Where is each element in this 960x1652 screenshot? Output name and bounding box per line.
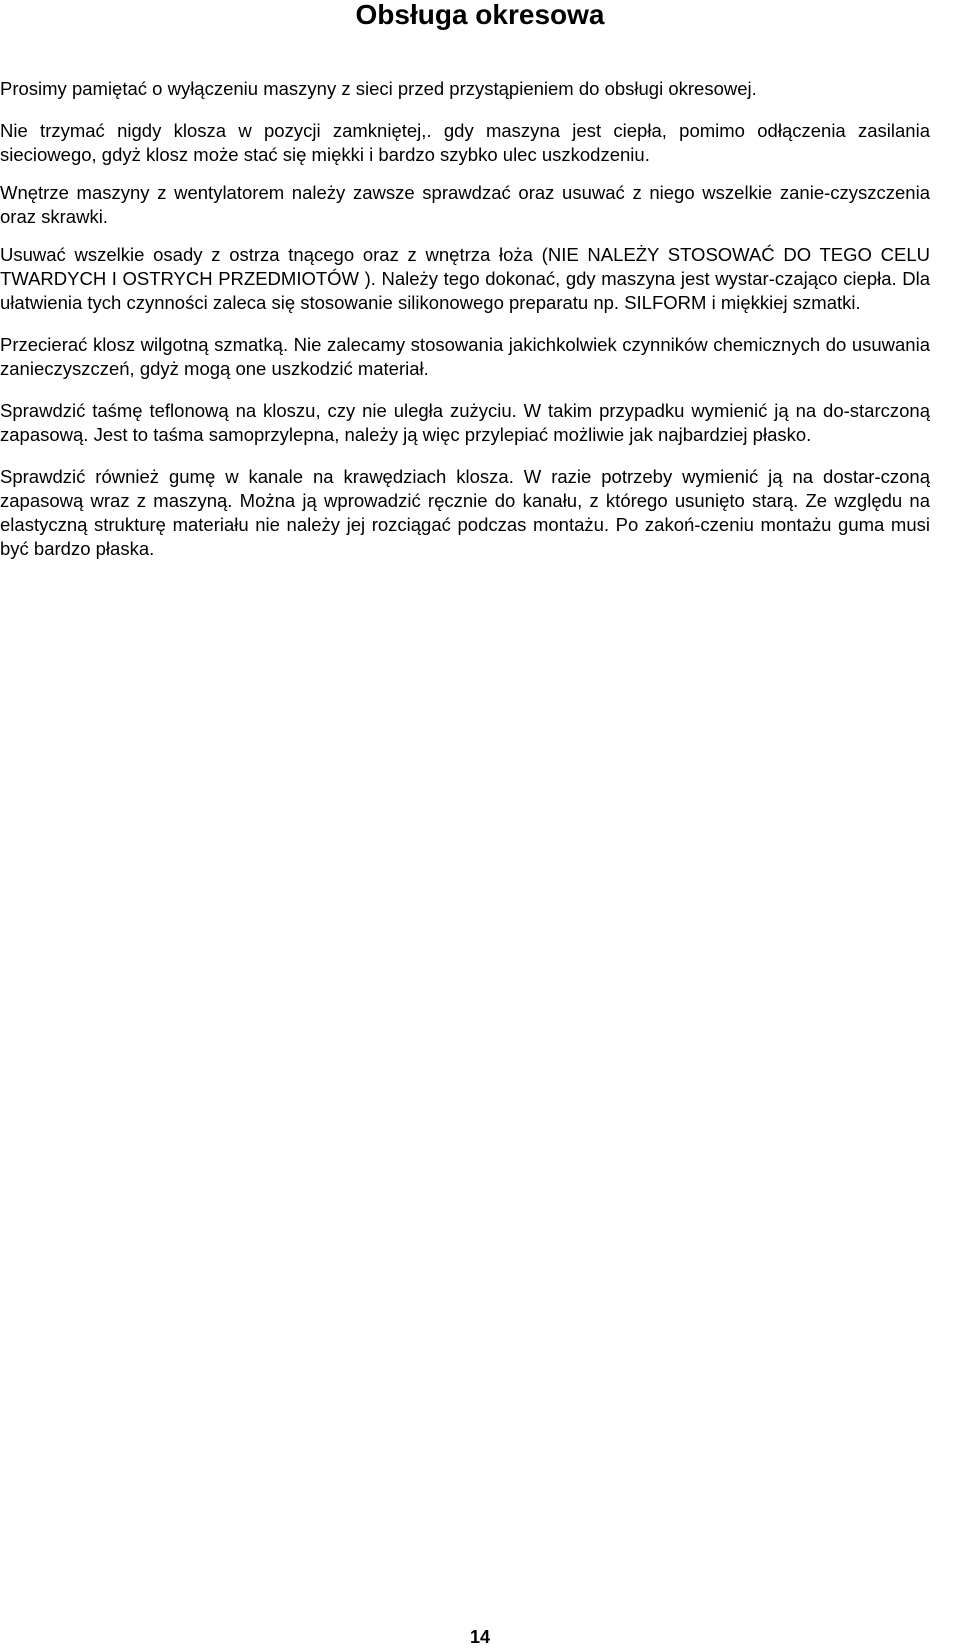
paragraph-cover-wiping: Przecierać klosz wilgotną szmatką. Nie zalecamy stosowania jakichkolwiek czynników chemicznych do usuwania zanieczyszczeń, gdyż mogą one uszkodzić materiał. [0,334,930,379]
page-title: Obsługa okresowa [355,0,605,30]
paragraph-fan-cleaning: Wnętrze maszyny z wentylatorem należy zawsze sprawdzać oraz usuwać z niego wszelkie zanie-czyszczenia oraz skrawki. [0,182,930,227]
maintenance-instructions [0,77,930,579]
page-number: 14 [469,1627,491,1647]
paragraph-rubber-seal: Sprawdzić również gumę w kanale na krawędziach klosza. W razie potrzeby wymienić ją na dostar-czoną zapasową wraz z maszyną. Można ją wprowadzić ręcznie do kanału, z którego usunięto starą. Ze względu na elastyczną strukturę materiału nie należy jej rozciągać podczas montażu. Po zakoń-czeniu montażu guma musi być bardzo płaska. [0,466,930,559]
paragraph-teflon-tape: Sprawdzić taśmę teflonową na kloszu, czy nie uległa zużyciu. W takim przypadku wymienić ją na do-starczoną zapasową. Jest to taśma samoprzylepna, należy ją więc przylepiać możliwie jak najbardziej płasko. [0,400,930,445]
paragraph-disconnect-power: Prosimy pamiętać o wyłączeniu maszyny z sieci przed przystąpieniem do obsługi okresowej. [0,78,757,99]
paragraph-blade-cleaning: Usuwać wszelkie osady z ostrza tnącego oraz z wnętrza łoża (NIE NALEŻY STOSOWAĆ DO TEGO CELU TWARDYCH I OSTRYCH PRZEDMIOTÓW ). Należy tego dokonać, gdy maszyna jest wystar-czająco ciepła. Dla ułatwienia tych czynności zaleca się stosowanie silikonowego preparatu np. SILFORM i miękkiej szmatki. [0,244,930,313]
paragraph-cover-warning: Nie trzymać nigdy klosza w pozycji zamkniętej,. gdy maszyna jest ciepła, pomimo odłączenia zasilania sieciowego, gdyż klosz może stać się miękki i bardzo szybko ulec uszkodzeniu. [0,120,930,165]
